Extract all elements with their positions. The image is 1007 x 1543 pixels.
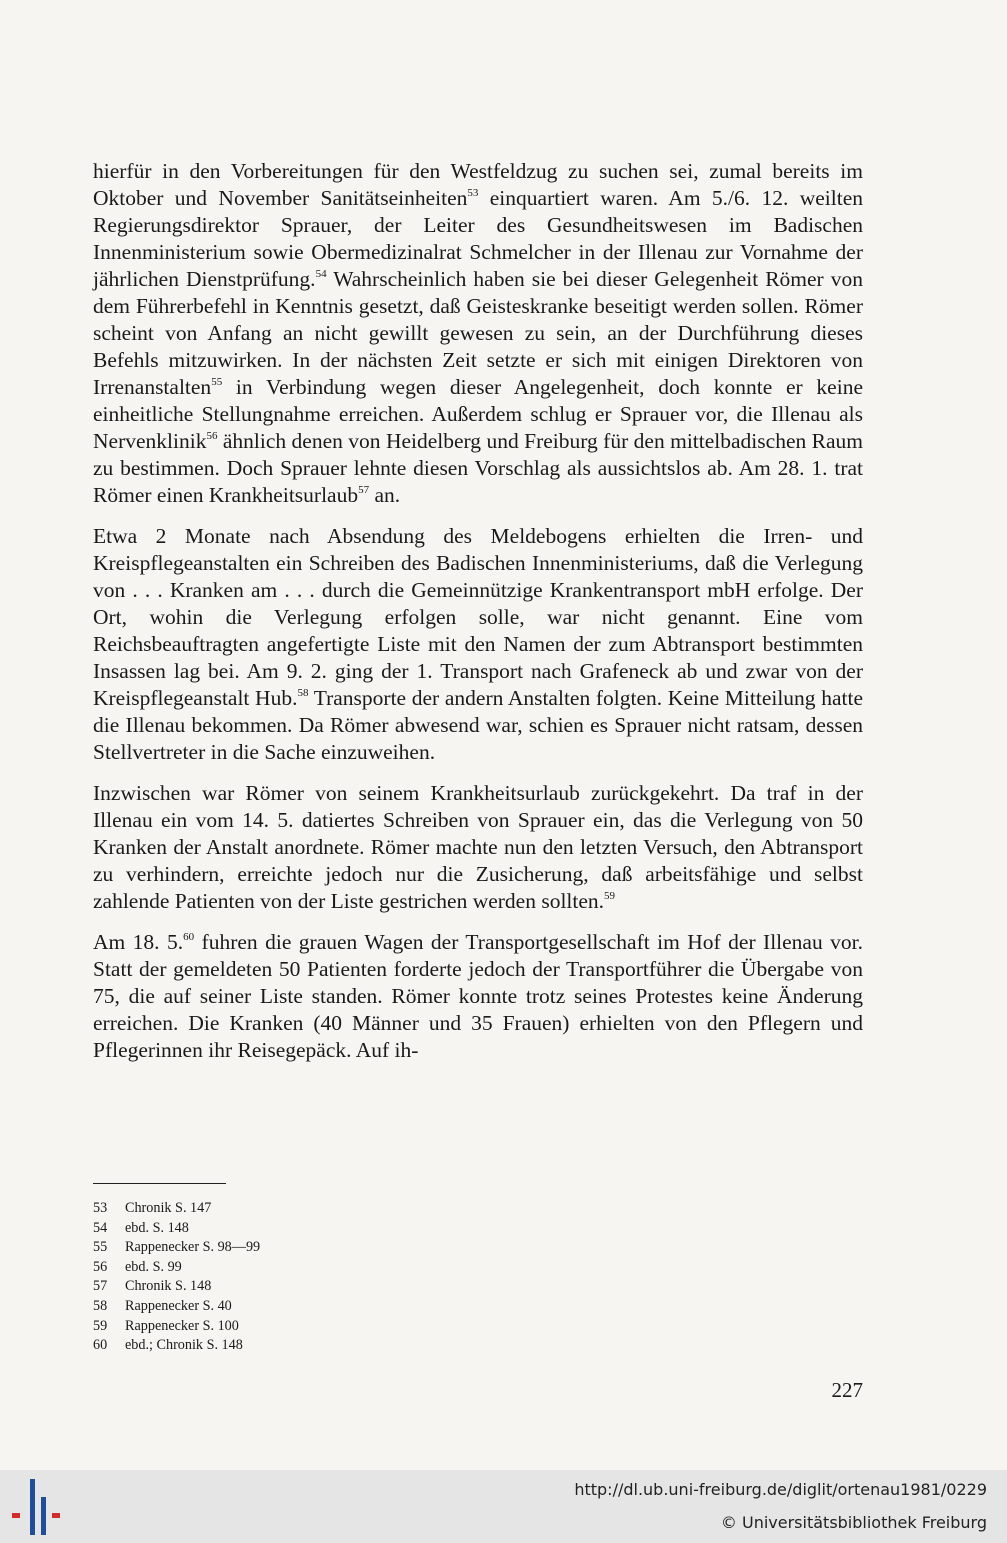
footnote-number: 56: [93, 1258, 108, 1275]
footnote: [93, 1317, 493, 1337]
paragraph-text: Wahrscheinlich haben sie bei dieser Gelegenheit Römer von dem Führerbefehl in Kenntnis gesetzt, daß Geisteskranke beseitigt werden sollen. Römer scheint von Anfang an nicht gewillt gewesen zu sein, an der Durchführung dieses Befehls mitzuwirken. In der nächsten Zeit setzte er sich mit einigen Direktoren von Irrenanstalten: [93, 267, 863, 399]
footnote-number: 57: [93, 1278, 108, 1295]
paragraph: [93, 929, 863, 1064]
footnote-text: ebd. S. 148: [125, 1219, 189, 1236]
paragraph: [93, 523, 863, 766]
footnote: [93, 1199, 493, 1219]
paragraph: [93, 158, 863, 509]
footnote: [93, 1219, 493, 1239]
paragraph-text: einquartiert waren. Am 5./6. 12. weilten Regierungsdirektor Sprauer, der Leiter des Gesundheitswesen im Badischen Innenministerium sowie Obermedizinalrat Schmelcher in der Illenau zur Vornahme der jährlichen Dienstprüfung.: [93, 186, 863, 291]
permalink-url[interactable]: http://dl.ub.uni-freiburg.de/diglit/ortenau1981/0229: [574, 1480, 987, 1499]
page-number: 227: [831, 1378, 863, 1402]
ub-freiburg-logo-icon[interactable]: [12, 1479, 64, 1535]
footnote-number: 55: [93, 1239, 108, 1256]
footer-bar: [0, 1470, 1007, 1543]
footnote: [93, 1336, 493, 1356]
footnote-reference[interactable]: 59: [604, 890, 616, 902]
paragraph: [93, 780, 863, 915]
footnote-reference[interactable]: 58: [297, 687, 309, 699]
paragraph-text: fuhren die grauen Wagen der Transportgesellschaft im Hof der Illenau vor. Statt der gemeldeten 50 Patienten forderte jedoch der Transportführer die Übergabe von 75, die auf seiner Liste standen. Römer konnte trotz seines Protestes keine Änderung erreichen. Die Kranken (40 Männer und 35 Frauen) erhielten von den Pflegern und Pflegerinnen ihr Reisegepäck. Auf ih-: [93, 930, 864, 1062]
footnote-reference[interactable]: 56: [206, 430, 218, 442]
footnote-reference[interactable]: 55: [211, 376, 223, 388]
body-text: [93, 158, 863, 1064]
footnote-reference[interactable]: 54: [315, 268, 327, 280]
footnote-number: 53: [93, 1200, 108, 1216]
footnote-number: 59: [93, 1317, 108, 1334]
footnote-reference[interactable]: 57: [358, 484, 370, 496]
footnote-text: Chronik S. 148: [125, 1278, 212, 1295]
footnote-number: 60: [93, 1337, 108, 1354]
footnote-number: 58: [93, 1297, 108, 1314]
footnote-text: ebd.; Chronik S. 148: [125, 1337, 243, 1354]
footnote-text: Rappenecker S. 100: [125, 1317, 239, 1334]
footnote-text: ebd. S. 99: [125, 1258, 182, 1275]
paragraph-text: in Verbindung wegen dieser Angelegenheit, doch konnte er keine einheitliche Stellungnahme erreichen. Außerdem schlug er Sprauer vor, die Illenau als Nervenklinik: [93, 375, 863, 453]
copyright-text: © Universitätsbibliothek Freiburg: [720, 1513, 987, 1532]
footnote-text: Rappenecker S. 40: [125, 1297, 232, 1314]
paragraph-text: hierfür in den Vorbereitungen für den Westfeldzug zu suchen sei, zumal bereits im Oktober und November Sanitätseinheiten: [93, 159, 863, 210]
footnote-reference[interactable]: 60: [183, 931, 195, 943]
footnote: [93, 1238, 493, 1258]
paragraph-text: an.: [369, 483, 401, 507]
footnote-text: Chronik S. 147: [125, 1200, 212, 1216]
footnote-text: Rappenecker S. 98—99: [125, 1239, 261, 1256]
footnote-rule: [93, 1183, 226, 1184]
footnote: [93, 1277, 493, 1297]
footnote-number: 54: [93, 1219, 108, 1236]
paragraph-text: Etwa 2 Monate nach Absendung des Meldebogens erhielten die Irren- und Kreispflegeanstalten ein Schreiben des Badischen Innenministeriums, daß die Verlegung von . . . Kranken am . . . durch die Gemeinnützige Krankentransport mbH erfolge. Der Ort, wohin die Verlegung erfolgen solle, war nicht genannt. Eine vom Reichsbeauftragten angefertigte Liste mit den Namen der zum Abtransport bestimmten Insassen lag bei. Am 9. 2. ging der 1. Transport nach Grafeneck ab und zwar von der Kreispflegeanstalt Hub.: [93, 524, 863, 710]
paragraph-text: Inzwischen war Römer von seinem Krankheitsurlaub zurückgekehrt. Da traf in der Illenau ein vom 14. 5. datiertes Schreiben von Sprauer ein, das die Verlegung von 50 Kranken der Anstalt anordnete. Römer machte nun den letzten Versuch, den Abtransport zu verhindern, erreichte jedoch nur die Zusicherung, daß arbeitsfähige und selbst zahlende Patienten von der Liste gestrichen werden sollten.: [93, 781, 863, 913]
footnote: [93, 1258, 493, 1278]
paragraph-text: Transporte der andern Anstalten folgten. Keine Mitteilung hatte die Illenau bekommen. Da Römer abwesend war, schien es Sprauer nicht ratsam, dessen Stellvertreter in die Sache einzuweihen.: [93, 686, 863, 764]
footnote-list: [93, 1199, 493, 1356]
paragraph-text: Am 18. 5.: [93, 930, 184, 954]
footnote-reference[interactable]: 53: [467, 187, 479, 199]
footnote: [93, 1297, 493, 1317]
paragraph-text: ähnlich denen von Heidelberg und Freiburg für den mittelbadischen Raum zu bestimmen. Doch Sprauer lehnte diesen Vorschlag als aussichtslos ab. Am 28. 1. trat Römer einen Krankheitsurlaub: [93, 429, 863, 507]
